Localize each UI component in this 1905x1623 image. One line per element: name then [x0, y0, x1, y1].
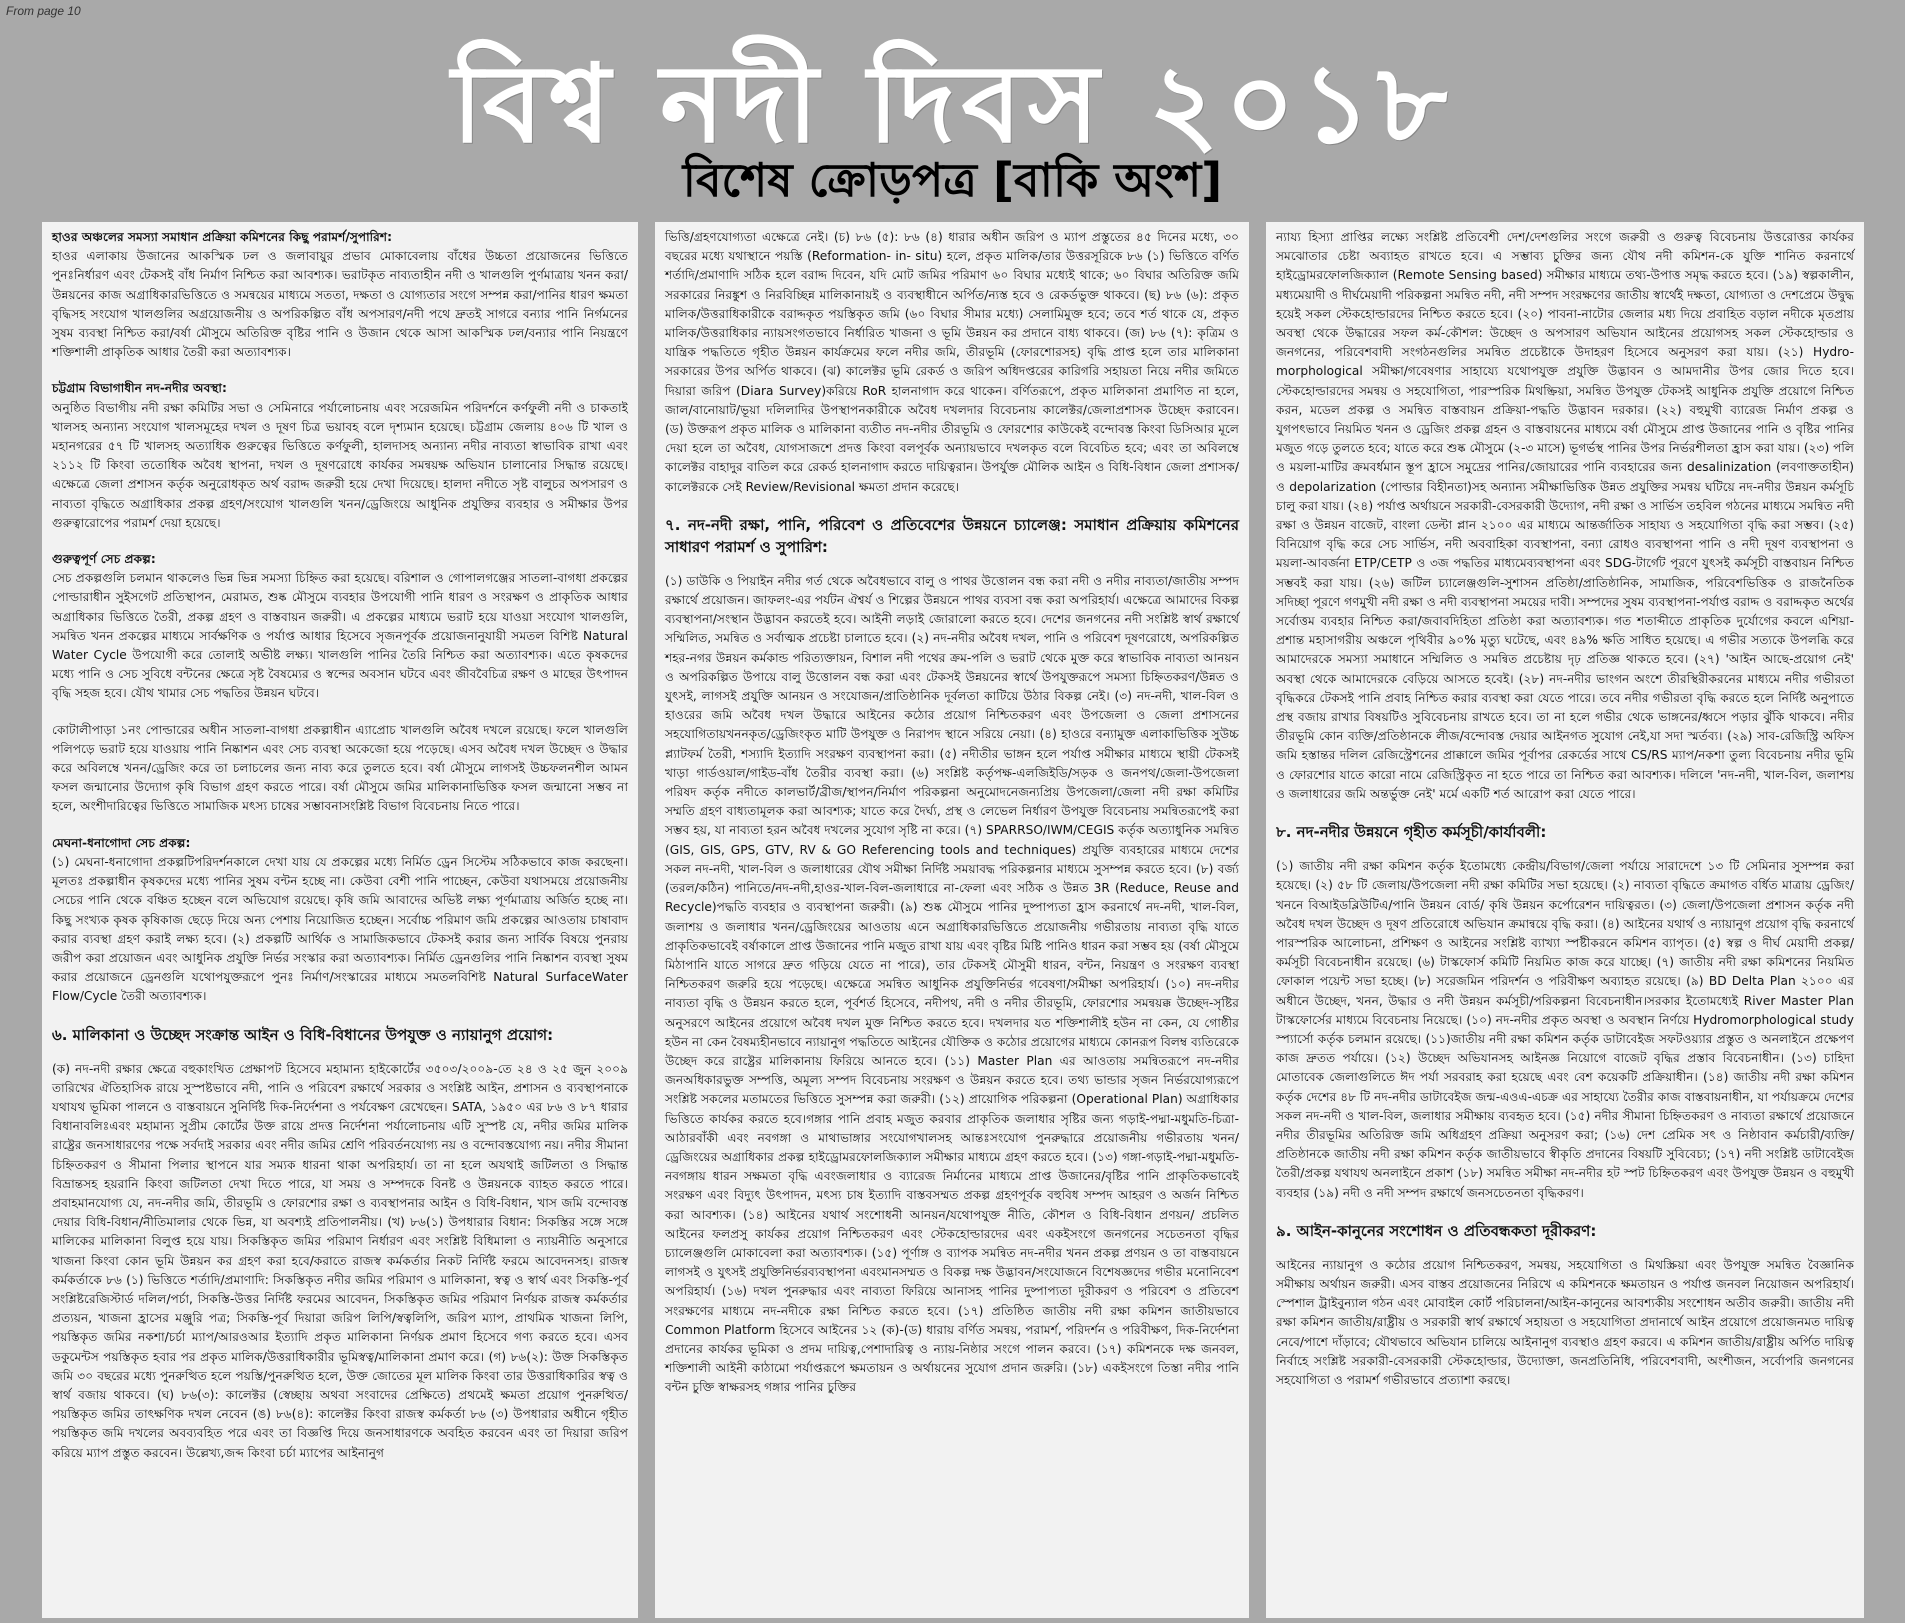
source-page-note: From page 10: [6, 4, 81, 18]
article-column-3: [1266, 222, 1864, 1618]
paragraph-heading: গুরুত্বপূর্ণ সেচ প্রকল্প:: [52, 552, 156, 567]
paragraph: [52, 834, 628, 1007]
paragraph-text: ভিত্তি/গ্রহণযোগ্যতা এক্ষেত্রে নেই। (চ) ৮৬ (৫): ৮৬ (৪) ধারার অধীন জরিপ ও ম্যাপ প্রস্তুতের ৪৫ দিনের মধ্যে, ৩০ বছরের মধ্যে যথাস্থানে পয়স্তি (Reformation- in- situ) হলে, প্রকৃত মালিক/তার উত্তরসূরিকে ৮৬ (১) ভিত্তিতে বর্ণিত শর্তাদি/প্রমাণাদি সঠিক হলে বরাদ্দ দিবেন, যদি মোট জমির পরিমাণ ৬০ বিঘার মধ্যেই থাকে; ৬০ বিঘার অতিরিক্ত জমি সরকারের নিরঙ্কুশ ও নিরবিচ্ছিন্ন মালিকানায়ই ও ব্যবস্থাধীনে অর্পিত/ন্যস্ত হবে ও রেকর্ডভুক্ত থাকবে। (ছ) ৮৬ (৬): প্রকৃত মালিক/উত্তরাধিকারীকে বরাদ্দকৃত পয়স্তিকৃত জমি (৬০ বিঘার সীমার মধ্যে) সেলামিমুক্ত হবে; তবে শর্ত থাকে যে, প্রকৃত মালিক/উত্তরাধিকার ন্যায়সংগতভাবে নির্ধারিত খাজনা ও ভূমি উন্নয়ন কর প্রদানে বাধ্য থাকবে। (জ) ৮৬ (৭): কৃত্রিম ও যান্ত্রিক পদ্ধতিতে গৃহীত উন্নয়ন কার্যক্রমের ফলে নদীর জমি, তীরভূমি (ফোরশোরসহ) বৃদ্ধি প্রাপ্ত হলে তার মালিকানা সরকারের উপর অর্পিত থাকবে। (ঝ) কালেক্টর ভূমি রেকর্ড ও জরিপ অধিদপ্তরের কারিগরি সহায়তা নিয়ে নদীর জমিতে দিয়ারা জরিপ (Diara Survey)করিয়ে RoR হালনাগাদ করে থাকেন। বর্ণিতরূপে, প্রকৃত মালিকানা প্রমাণিত না হলে, জাল/বানোয়াট/ভূয়া দলিলাদির উপস্থাপনকারীকে অবৈধ দখলদার বিবেচনায় কালেক্টর/জেলাপ্রশাসক উচ্ছেদ করাবেন। (ড) উক্তরূপ প্রকৃত মালিক ও মালিকানা ব্যতীত নদ-নদীর তীরভূমি ও ফোরশোর কাউকেই বন্দোবস্ত কিংবা ডিসিআর মূলে দেয়া হলে তা অবৈধ, যোগসাজশে প্রদত্ত কিংবা বলপূর্বক অন্যায়ভাবে দখলকৃত বলে বিবেচিত হবে; এবং তা অবিলম্বে কালেক্টর বাহাদুর বাতিল করে রেকর্ড হালনাগাদ করতে দায়িত্বরান। উপর্যুক্ত মৌলিক আইন ও বিধি-বিধান জেলা প্রশাসক/কালেক্টরকে সেই Review/Revisional ক্ষমতা প্রদান করেছে।: [665, 230, 1239, 494]
paragraph-text: (ক) নদ-নদী রক্ষার ক্ষেত্রে বহুকাংখিত প্রেক্ষাপট হিসেবে মহামান্য হাইকোর্টের ৩৫০৩/২০০৯-তে ২৪ ও ২৫ জুন ২০০৯ তারিখের ঐতিহাসিক রায়ে সুস্পষ্টভাবে নদী, পানি ও পরিবেশ রক্ষার্থে সরকার ও সংশ্লিষ্ট আইন, প্রশাসন ও ব্যবস্থাপনাকে যথাযথ ভূমিকা পালনে ও বাস্তবায়নে সুনির্দিষ্ট দিক-নির্দেশনা ও পর্যবেক্ষণ রেখেছেন। SATA, ১৯৫০ এর ৮৬ ও ৮৭ ধারার বিধানাবলিঃএবং মহামান্য সুপ্রীম কোর্টের উক্ত রায়ে প্রদত্ত নির্দেশনা পর্যালোচনায় এটি সুস্পষ্ট যে, নদীর জমির মালিক রাষ্ট্রের জনসাধারণের পক্ষে সর্বদাই সরকার এবং নদীর জমির শ্রেণি পরিবর্তনযোগ্য নয় ও বন্দোবস্তযোগ্য নয়। নদীর সীমানা চিহ্নিতকরণ ও সীমানা পিলার স্থাপনে যার সম্যক ধারনা থাকা অপরিহার্য। তা না হলে অযথাই জটিলতা ও সিদ্ধান্ত বিভ্রান্তসহ হয়রানি কিংবা জটিলতা দেখা দিতে পারে, যা সময় ও সম্পদকে বিনষ্ট ও উন্নয়নকে ব্যাহত করতে পারে। প্রবাহমানযোগ্য যে, নদ-নদীর জমি, তীরভূমি ও ফোরশোর রক্ষা ও ব্যবস্থাপনার আইন ও বিধি-বিধান, খাস জমি বন্দোবস্ত দেয়ার বিধি-বিধান/নীতিমালার থেকে ভিন্ন, যা অবশ্যই প্রতিপালনীয়। (খ) ৮৬(১) উপধারার বিধান: সিকস্তির সঙ্গে সঙ্গে মালিকের মালিকানা বিলুপ্ত হয়ে যায়। সিকস্তিকৃত জমির পরিমাণ নির্ধারণ এবং সংশ্লিষ্ট বিধিমালা ও ন্যায়নীতি অনুসারে খাজনা কিংবা কোন ভূমি উন্নয়ন কর গ্রহণ করা হবে/করাতে রাজস্ব কর্মকর্তার নিকট নির্দিষ্ট ফরমে আবেদনসহ। রাজস্ব কর্মকর্তাকে ৮৬ (১) ভিত্তিতে শর্তাদি/প্রমাণাদি: সিকস্তিকৃত নদীর জমির পরিমাণ ও মালিকানা, স্বত্ব ও স্বার্থ এবং সিকস্তি-পূর্ব সংশ্লিষ্টরেজিস্টার্ড দলিল/পর্চা, সিকস্তি-উত্তর নির্দিষ্ট ফরমের আবেদন, সিকস্তিকৃত জমির পরিমাণ নির্ণয়ক রাজস্ব কর্মকর্তার প্রত্যয়ন, খাজনা হ্রাসের মঞ্জুরি পত্র; সিকস্তি-পূর্ব দিয়ারা জরিপ লিপি/স্বত্বলিপি, জরিপ ম্যাপ, প্রাথমিক খাজনা লিপি, পয়স্তিকৃত জমির নকশা/চর্চা ম্যাপ/আরওআর ইত্যাদি প্রকৃত মালিকানা নির্ণয়ক প্রমাণ হিসেবে গণ্য করতে হবে। এসব ডকুমেন্টস পয়স্তিকৃত হবার পর প্রকৃত মালিক/উত্তরাধিকারীর ভূমিস্বত্ব/মালিকানা প্রমাণ করে। (গ) ৮৬(২): উক্ত সিকস্তিকৃত জমি ৩০ বছরের মধ্যে পুনরুত্থিত হলে পয়স্তি/পুনরুত্থিত হলে, উক্ত জোতের মূল মালিক কিংবা তার উত্তরাধিকারির স্বত্ব ও স্বার্থ বজায় থাকবে। (ঘ) ৮৬(৩): কালেক্টর (স্বেচ্ছায় অথবা সংবাদের প্রেক্ষিতে) প্রথমেই ক্ষমতা প্রয়োগ পুনরুত্থিত/পয়স্তিকৃত জমির তাৎক্ষণিক দখল নেবেন (ঙ) ৮৬(৪): কালেক্টর কিংবা রাজস্ব কর্মকর্তা ৮৬ (৩) উপধারার অধীনে গৃহীত পয়স্তিকৃত জমি দখলের অবব্যবহিত পরে এবং তা বিজ্ঞপ্তি দিয়ে জনসাধারণকে অবহিত করবেন এবং তা দিয়ারা জরিপ করিয়ে ম্যাপ প্রস্তুত করবেন। উল্লেখ্য,জব্দ কিংবা চর্চা ম্যাপের আইনানুগ: [52, 1061, 628, 1460]
section-heading-6: ৬. মালিকানা ও উচ্ছেদ সংক্রান্ত আইন ও বিধি-বিধানের উপযুক্ত ও ন্যায়ানুগ প্রয়োগ:: [52, 1025, 554, 1044]
article-column-1: [42, 222, 638, 1618]
paragraph-text: হাওর এলাকায় উজানের আকস্মিক ঢল ও জলাবায়ুর প্রভাব মোকাবেলায় বাঁধের উচ্চতা প্রয়োজনের ভিত্তিতে পুনঃনির্ধারণ এবং টেকসই বাঁধ নির্মাণ নিশ্চিত করা আবশ্যক। ভরাটকৃত নাব্যতাহীন নদী ও খালগুলি পুর্ণমাত্রায় খনন করা/উন্নয়নের কাজ অগ্রাধিকারভিত্তিতে ও সমন্বয়ের মাধ্যমে সততা, দক্ষতা ও যোগ্যতার সংগে সম্পন্ন করা/পানির ধারণ ক্ষমতা বৃদ্ধিসহ সংযোগ খালগুলির অগ্রয়োজনীয় ও অপরিকল্পিত বাঁধ অপসারণ/নদী পথে দ্রুতই সাগরে বন্যার পানি নির্গমনের সুষম ব্যবস্থা নিশ্চিত করা/বর্ষা মৌসুমে অতিরিক্ত বৃষ্টির পানি ও উজান থেকে আসা আকস্মিক ঢল/বন্যার পানি নিয়ন্ত্রণে শক্তিশালী প্রাকৃতিক আধার তৈরী করা অত্যাবশ্যক।: [52, 249, 628, 360]
section-heading-7: ৭. নদ-নদী রক্ষা, পানি, পরিবেশ ও প্রতিবেশের উন্নয়নে চ্যালেঞ্জ: সমাধান প্রক্রিয়ায় কমিশনের সাধারণ পরামর্শ ও সুপারিশ:: [665, 515, 1239, 556]
paragraph: [665, 572, 1239, 1398]
paragraph-text: (১) ডাউকি ও পিয়াইন নদীর গর্ত থেকে অবৈধভাবে বালু ও পাথর উত্তোলন বন্ধ করা নদী ও নদীর নাব্যতা/জাতীয় সম্পদ রক্ষার্থে প্রয়োজন। জাফলং-এর পর্যটন ঐশ্বর্য ও শিল্পের উন্নয়নে পাথর ব্যবসা বন্ধ করা অপরিহার্য। এক্ষেত্রে আমাদের বিকল্প ব্যবস্থাপনা/সংস্থান উদ্ভাবন করতেই হবে। আইনী লড়াই জোরালো করতে হবে। দেশের জনগনের নদী সংশ্লিষ্ট স্বার্থ রক্ষার্থে সম্মিলিত, সমন্বিত ও সর্বাত্মক প্রচেষ্টা চালাতে হবে। (২) নদ-নদীর অবৈধ দখল, পানি ও পরিবেশ দূষণরোধে, অপরিকল্পিত শহর-নগর উন্নয়ন কর্মকান্ড পরিত্যক্তায়ন, বিশাল নদী পথের ক্রম-পলি ও ভরাট থেকে মুক্ত করে স্বাভাবিক নাব্যতা আনয়ন ও অপরিকল্পিত উপায়ে বালু উত্তোলন বন্ধ করা এবং টেকসই উন্নয়নের স্বার্থে উপযুক্তরূপে সমস্যা চিহ্নিতকরণ/উন্নত ও যুৎসই, লাগসই প্রযুক্তি আনয়ন ও সংযোজন/প্রাতিষ্ঠানিক দূর্বলতা কাটিয়ে উঠার বিকল্প নেই। (৩) নদ-নদী, খাল-বিল ও হাওরের জমি অবৈধ দখল উদ্ধারে আইনের কঠোর প্রয়োগ নিশ্চিতকরণ এবং উপজেলা ও জেলা প্রশাসনের সহযোগিতায়খননকৃত/ড্রেজিংকৃত মাটি উপযুক্ত ও নিরাপদ স্থানে সরিয়ে নেয়া। (৪) হাওরে বন্যামুক্ত এলাকাভিত্তিক সুউচ্চ প্ল্যাটফর্ম তৈরী, শস্যাদি ইত্যাদি সংরক্ষণ ব্যবস্থাপনা করা। (৫) নদীতীর ভাঙ্গন হলে পর্যাপ্ত সমীক্ষার মাধ্যমে স্থায়ী টেকসই খাড়া গার্ডওয়াল/গাইড-বাঁধ তৈরীর ব্যবস্থা করা। (৬) সংশ্লিষ্ট কর্তৃপক্ষ-এলজিইডি/সড়ক ও জনপথ/জেলা-উপজেলা পরিষদ কর্তৃক নদীতে কালভার্ট/ব্রীজ/স্থাপন/নির্মাণ পরিকল্পনা অনুমোদনেজন্যপ্রিয় উপজেলা/জেলা নদী রক্ষা কমিটির সম্মতি গ্রহণ বাধ্যতামূলক করা আবশ্যক; যাতে করে দৈর্ঘ্য, প্রস্থ ও লেভেল নির্ধারণ উপযুক্ত বিবেচনায় সমন্বিতরূপেই করা সম্ভব হয়, যা নাব্যতা হরন অবৈধ দখলের সুযোগ সৃষ্টি না করে। (৭) SPARRSO/IWM/CEGIS কর্তৃক অত্যাধুনিক সমন্বিত (GIS, GIS, GPS, GTV, RV & GO Referencing tools and techniques) প্রযুক্তি ব্যবহারের মাধ্যমে দেশের সকল নদ-নদী, খাল-বিল ও জলাধারের যৌথ সমীক্ষা নির্দিষ্ট সময়াবদ্ধ পরিকল্পনার মাধ্যমে সুসম্পন্ন করতে হবে। (৮) বর্জ্য (তরল/কঠিন) পানিতে/নদ-নদী,হাওর-খাল-বিল-জলাধারে না-ফেলা এবং সঠিক ও উন্নত 3R (Reduce, Reuse and Recycle)পদ্ধতি ব্যবহার ও ব্যবস্থাপনা জরুরী। (৯) শুষ্ক মৌসুমে পানির দুষ্পাপ্যতা হ্রাস করনার্থে নদ-নদী, খাল-বিল, জলাশয় ও জলাধার খনন/ড্রেজিংয়ের আওতায় এনে অগ্রাধিকারভিত্তিতে প্রয়োজনীয় গভীরতায় নাব্যতা বৃদ্ধি যাতে প্রাকৃতিকভাবেই বর্ষাকালে প্রাপ্ত উজানের পানি মজুত রাখা যায় এবং বৃষ্টির মিষ্টি পানিও ধারন করা সম্ভব হয় (বর্ষা মৌসুমে মিঠাপানি যাতে সাগরে দ্রুত গড়িয়ে যেতে না পারে), তার টেকসই মৌসুমী ধারন, বন্টন, নিয়ন্ত্রণ ও সংরক্ষণ ব্যবস্থা নিশ্চিতকরণ জরুরি হয়ে পড়েছে। এক্ষেত্রে সমন্বিত আধুনিক প্রযুক্তিনির্ভর গবেষণা/সমীক্ষা অপরিহার্য। (১০) নদ-নদীর নাব্যতা বৃদ্ধি ও উন্নয়ন করতে হলে, পূর্বশর্ত হিসেবে, নদীপথ, নদী ও নদীর তীরভূমি, ফোরশোর সমন্বয়ক্ক উচ্ছেদ-সৃষ্টির অনুসরণে আইনের প্রয়োগে অবৈধ দখল মুক্ত নিশ্চিত করতে হবে। দখলদার যত শক্তিশালীই হউন না কেন, যে গোষ্ঠীর হউন না কেন বৈষম্যহীনভাবে ন্যায়ানুগ পদ্ধতিতে আইনের যৌক্তিক ও কঠোর প্রয়োগের মাধ্যমে কোনরূপ বিলম্ব ব্যতিরেকে উচ্ছেদ করে রাষ্ট্রের মালিকানায় ফিরিয়ে আনতে হবে। (১১) Master Plan এর আওতায় সমন্বিতরূপে নদ-নদীর জনঅধিকারভুক্ত সম্পত্তি, অমূল্য সম্পদ বিবেচনায় সংরক্ষণ ও উন্নয়ন করতে হবে। তথ্য ভান্ডার সৃজন নির্ভরযোগ্যরূপে সংশ্লিষ্ট সকলের মতামতের ভিত্তিতে সুসম্পন্ন করা জরুরী। (১২) প্রায়োগিক পরিকল্পনা (Operational Plan) অগ্রাধিকার ভিত্তিতে কার্যকর করতে হবে।গঙ্গার পানি প্রবাহ মজুত করবার প্রাকৃতিক জলাধার সৃষ্টির জন্য গড়াই-পদ্মা-মধুমতি-চিত্রা-আঠারবাঁকী এবং নবগঙ্গা ও মাথাভাঙ্গার সংযোগখালসহ আন্তঃসংযোগ পুনরুদ্ধারে প্রয়োজনীয় গভীরতায় খনন/ড্রেজিংয়ের অগ্রাধিকার প্রকল্প হাইড্রোমরফোলজিক্যাল সমীক্ষার মাধ্যমে গ্রহণ করতে হবে। (১৩) গঙ্গা-গড়াই-পদ্মা-মধুমতি-নবগঙ্গায় ধারন সক্ষমতা বৃদ্ধি এবংজলাধার ও ব্যারেজ নির্মানের মাধ্যমে প্রাপ্ত উজানের/বৃষ্টির পানি প্রাকৃতিকভাবেই সংরক্ষণ এবং বিদ্যুৎ উৎপাদন, মৎস্য চাষ ইত্যাদি বাস্তবসম্মত প্রকল্প গ্রহণপূর্বক বহুবিধ সম্পদ আহরণ ও অর্জন নিশ্চিত করা আবশ্যক। (১৪) আইনের যথার্থ সংশোধনী আনয়ন/যথোপযুক্ত নীতি, কৌশল ও বিধি-বিধান প্রণয়ন/ প্রচলিত আইনের ফলপ্রসু কার্যকর প্রয়োগ নিশ্চিতকরণ এবং স্টেকহোল্ডারদের এবং একইসংগে জনগনের সচেতনতা বৃদ্ধির চ্যালেঞ্জগুলি মোকাবেলা করা অত্যাবশ্যক। (১৫) পূর্ণাঙ্গ ও ব্যাপক সমন্বিত নদ-নদীর খনন প্রকল্প প্রণয়ন ও তা বাস্তবায়নে লাগসই ও যুৎসই প্রযুক্তিনির্ভরব্যবস্থাপনা এবংমানসম্মত ও বিকল্প দক্ষ উদ্ভাবন/সংযোজনে বিশেষজ্ঞদের গভীর মনোনিবেশ অপরিহার্য। (১৬) দখল পুনরুদ্ধার এবং নাব্যতা ফিরিয়ে আনাসহ পানির দুষ্পাপ্যতা দূরীকরণ ও পরিবেশ ও প্রতিবেশ সংরক্ষণের মাধ্যমে নদ-নদীকে রক্ষা নিশ্চিত করতে হবে। (১৭) প্রতিষ্ঠিত জাতীয় নদী রক্ষা কমিশন জাতীয়ভাবে Common Platform হিসেবে আইনের ১২ (ক)-(ড) ধারায় বর্ণিত সমন্বয়, পরামর্শ, পরিদর্শন ও পরিবীক্ষণ, দিক-নির্দেশনা প্রদানের কার্যকর ভূমিকা ও প্রদম দায়িত্ব,পেশাদারিত্ব ও ন্যায়-নিষ্ঠার সংগে পালন করবে। (১৭) কমিশনকে দক্ষ জনবল, শক্তিশালী আইনী কাঠামো পর্যাপ্তরূপে ক্ষমতায়ন ও অর্থায়নের সুযোগ প্রদান জরুরি। (১৮) একইসংগে তিস্তা নদীর পানি বন্টন চুক্তি স্বাক্ষরসহ গঙ্গার পানির চুক্তির: [665, 573, 1239, 1395]
paragraph-heading: হাওর অঞ্চলের সমস্যা সমাধান প্রক্রিয়া কমিশনের কিছু পরামর্শ/সুপারিশ:: [52, 230, 392, 244]
supplement-subtitle: বিশেষ ক্রোড়পত্র [বাকি অংশ]: [682, 153, 1223, 207]
paragraph: [1276, 857, 1854, 1203]
section-heading-9: ৯. আইন-কানুনের সংশোধন ও প্রতিবন্ধকতা দূরীকরণ:: [1276, 1221, 1597, 1240]
paragraph-text: কোটালীপাড়া ১নং পোল্ডারের অধীন সাতলা-বাগধা প্রকল্পাধীন এ্যাপ্রোচ খালগুলি অবৈধ দখলে রয়েছে। ফলে খালগুলি পলিপড়ে ভরাট হয়ে যাওয়ায় পানি নিষ্কাশন এবং সেচ ব্যবস্থা অকেজো হয়ে পড়েছে। এসব অবৈধ দখল উচ্ছেদ ও উদ্ধার করে অবিলম্বে খনন/ড্রেজিং করে তা চলাচলের জন্য নাব্য করে তুলতে হবে। বর্ষা মৌসুমে লাগসই উচ্চফলনশীল আমন ফসল জন্মানোর উদ্যোগ কৃষি বিভাগ গ্রহণ করতে পারে। বর্ষা মৌসুমে জমির মালিকানাভিত্তিক ফসল জন্মানো সম্ভব না হলে, অংশীদারিত্বের ভিত্তিতে সামাজিক মৎস্য চাষের সম্ভাবনাসংশ্লিষ্ট বিভাগ বিবেচনায় নিতে পারে।: [52, 722, 628, 814]
paragraph: [1276, 1256, 1854, 1390]
section-heading-8: ৮. নদ-নদীর উন্নয়নে গৃহীত কর্মসূচী/কার্যাবলী:: [1276, 823, 1547, 842]
paragraph-text: আইনের ন্যায়ানুগ ও কঠোর প্রয়োগ নিশ্চিতকরণ, সমন্বয়, সহযোগিতা ও মিথস্ক্রিয়া এবং উপযুক্ত সমন্বিত বৈজ্ঞানিক সমীক্ষায় অর্থায়ন জরুরী। এসব বাস্তব প্রয়োজনের নিরিখে এ কমিশনকে ক্ষমতায়ন ও পর্যাপ্ত জনবল নিয়োজন অপরিহার্য। স্পেশাল ট্রাইবুন্যাল গঠন এবং মোবাইল কোর্ট পরিচালনা/আইন-কানুনের আবশ্যকীয় সংশোধন অতীব জরুরী। জাতীয় নদী রক্ষা কমিশন জাতীয়/রাষ্ট্রীয় ও সরকারী স্বার্থ রক্ষার্থে সহায়তা ও সহযোগিতা প্রদানার্থে আইন প্রয়োগে প্রয়োজনমত দায়িত্ব নেবে/পাশে দাঁড়াবে; যৌথভাবে অভিযান চালিয়ে আইনানুগ ব্যবস্থাও গ্রহণ করবে। এ কমিশন জাতীয়/রাষ্ট্রীয় অর্পিত দায়িত্ব নির্বাহে সংশ্লিষ্ট সরকারী-বেসরকারী স্টেকহোল্ডার, উদ্যোক্তা, জনপ্রতিনিধি, পরিবেশবাদী, অংশীজন, সর্বোপরি জনগনের সহযোগিতা ও পরামর্শ গভীরভাবে প্রত্যাশা করছে।: [1276, 1257, 1854, 1387]
paragraph-text: (১) মেঘনা-ধনাগোদা প্রকল্পটিপরিদর্শনকালে দেখা যায় যে প্রকল্পের মধ্যে নির্মিত ড্রেন সিস্টেম সঠিকভাবে কাজ করছেনা। মূলতঃ প্রকল্পাধীন কৃষকদের মধ্যে পানির সুষম বন্টন হচ্ছে না। কেউবা বেশী পানি পাচ্ছেন, কেউবা যথাসময়ে প্রয়োজনীয় সেচের পানি থেকে বঞ্চিত হচ্ছেন বলে অভিযোগ রয়েছে। কৃষি জমি আবাদের অভিষ্ট লক্ষ্য পূর্ণমাত্রায় অর্জিত হচ্ছে না। কিছু সংখ্যক কৃষক কৃষিকাজ ছেড়ে দিয়ে অন্য পেশায় নিয়োজিত হচ্ছেন। সর্বোচ্চ পরিমাণ জমি প্রকল্পের আওতায় চাষাবাদ করার ব্যবস্থা গ্রহণ করাই লক্ষ্য হবে। (২) প্রকল্পটি আর্থিক ও সামাজিকভাবে টেকসই করার জন্য সার্বিক বিষয়ে পুনরায় জরীপ করা প্রয়োজন এবং আধুনিক প্রযুক্তি নির্ভর সংস্কার করা অত্যাবশ্যক। নির্মিত ড্রেনগুলির পানি নিষ্কাশন ব্যবস্থা সুষম করার প্রয়োজনে ড্রেনগুলি যথোপযুক্তরূপে পুনঃ নির্মাণ/সংস্কারের মাধ্যমে সমতলবিশিষ্ট Natural SurfaceWater Flow/Cycle তৈরী অত্যাবশ্যক।: [52, 854, 628, 1004]
paragraph-text: (১) জাতীয় নদী রক্ষা কমিশন কর্তৃক ইতোমধ্যে কেন্দ্রীয়/বিভাগ/জেলা পর্যায়ে সারাদেশে ১৩ টি সেমিনার সুসম্পন্ন করা হয়েছে। (২) ৫৮ টি জেলায়/উপজেলা নদী রক্ষা কমিটির সভা হয়েছে। (২) নাব্যতা বৃদ্ধিতে ক্রমাগত বর্ধিত মাত্রায় ড্রেজিং/খননে বিআইডব্লিউটিএ/পানি উন্নয়ন বোর্ড/ কৃষি উন্নয়ন কর্পোরেশন দায়িত্বরত। (৩) জেলা/উপজেলা প্রশাসন কর্তৃক নদী অবৈধ দখল উচ্ছেদ ও দূষণ প্রতিরোধে অভিযান ক্রমান্বয়ে বৃদ্ধি করা। (৪) আইনের যথার্থ ও ন্যায়ানুগ প্রয়োগ বৃদ্ধি করনার্থে পারস্পরিক আলোচনা, প্রশিক্ষণ ও আইনের সংশ্লিষ্ট ব্যাখ্যা স্পষ্টীকরনে কমিশন ব্যাপৃত। (৫) স্বল্প ও দীর্ঘ মেয়াদী প্রকল্প/কর্মসূচী বিবেচনাধীন রয়েছে। (৬) টাস্কফোর্স কমিটি নিয়মিত কাজ করে যাচ্ছে। (৭) জাতীয় নদী রক্ষা কমিশনের নিয়মিত ফোকাল পয়েন্ট সভা হচ্ছে। (৮) সরেজমিন পরিদর্শন ও পরিবীক্ষণ অব্যাহত রয়েছে। (৯) BD Delta Plan ২১০০ এর অধীনে উচ্ছেদ, খনন, উদ্ধার ও নদী উন্নয়ন কর্মসূচী/পরিকল্পনা বিবেচনাধীন।সরকার ইতোমধ্যেই River Master Plan টাস্কফোর্সের মাধ্যমে বিবেচনায় নিয়েছে। (১০) নদ-নদীর প্রকৃত অবস্থা ও অবস্থান নির্ণয়ে Hydromorphological study স্প্যার্সো কর্তৃক চলমান রয়েছে। (১১)জাতীয় নদী রক্ষা কমিশন কর্তৃক ডাটাবেইজ সফটওয়্যার প্রস্তুত ও অনলাইনে প্রক্ষেপণ কাজ দ্রুতত পর্যায়ে। (১২) উচ্ছেদ অভিযানসহ আইনজ্ঞ নিয়োগে বাজেট বৃদ্ধির প্রস্তাব বিবেচনাধীন। (১৩) চাহিদা মোতাবেক জেলাগুলিতে ঈদ পর্যা সরবরাহ করা হয়েছে এবং বেশ কয়েকটি প্রক্রিয়াধীন। (১৪) জাতীয় নদী রক্ষা কমিশন কর্তৃক দেশের ৪৮ টি নদ-নদীর ডাটাবেইজ জন্ম-এওএ-এচক্র এর সাহায্যে তৈরীর কাজ বাস্তবায়নাধীন, যা পর্যায়ক্রমে দেশের সকল নদ-নদী ও খাল-বিল, জলাধার সমীক্ষায় ব্যবহৃত হবে। (১৫) নদীর সীমানা চিহ্নিতকরণ ও নাব্যতা রক্ষার্থে প্রয়োজনে নদীর তীরভূমির অতিরিক্ত জমি অধিগ্রহণ প্রক্রিয়া অনুসরণ করা; (১৬) দেশ প্রেমিক সৎ ও নিষ্ঠাবান কর্মচারী/ব্যক্তি/প্রতিষ্ঠানকে জাতীয় নদী রক্ষা কমিশন কর্তৃক জাতীয়ভাবে স্বীকৃতি প্রদানের বিষয়টি সুবিবেচ্য; (১৭) নদী সংশ্লিষ্ট ডাটাবেইজ তৈরী/প্রকল্প যথাযথ অনলাইনে প্রকাশ (১৮) সমন্বিত সমীক্ষা নদ-নদীর হট স্পট চিহ্নিতকরণ এবং উপযুক্ত উন্নয়ন ও বহুমুখী ব্যবহার (১৯) নদী ও নদী সম্পদ রক্ষার্থে জনসচেতনতা বৃদ্ধিকরণ।: [1276, 859, 1854, 1200]
paragraph: [665, 228, 1239, 497]
paragraph-heading: চট্টগ্রাম বিভাগাধীন নদ-নদীর অবস্থা:: [52, 381, 227, 396]
paragraph: [52, 550, 628, 704]
paragraph: [52, 228, 628, 362]
paragraph: [1276, 228, 1854, 804]
paragraph-text: সেচ প্রকল্পগুলি চলমান থাকলেও ভিন্ন ভিন্ন সমস্যা চিহ্নিত করা হয়েছে। বরিশাল ও গোপালগঞ্জের সাতলা-বাগধা প্রকল্পের পোল্ডারাধীন সুইসগেট প্রতিস্থাপন, মেরামত, শুষ্ক মৌসুমে ব্যবহার উপযোগী পানি ধারণ ও সংরক্ষণ ও প্রাকৃতিক আধার অগ্রাধিকার ভিত্তিতে তৈরী, প্রকল্প গ্রহণ ও বাস্তবায়ন জরুরী। এ প্রকল্পের মাধ্যমে ভরাট হয়ে যাওয়া সংযোগ খালগুলি, সমন্বিত খনন প্রকল্পের মাধ্যমে সার্বক্ষণিক ও পর্যাপ্ত আধার হিসেবে সৃজনপূর্বক প্রয়োজনানুযায়ী সমতল বিশিষ্ট Natural Water Cycle উপযোগী করে তোলাই অভীষ্ট লক্ষ্য। খালগুলি পানির তৈরি নিশ্চিত করা অত্যাবশ্যক। এতে কৃষকদের মধ্যে পানি ও সেচ সুবিধে বন্টনের ক্ষেত্রে সৃষ্ট বৈষম্যের ও স্বন্দের অবসান ঘটবে এবং জীববৈচিত্র রক্ষণ ও মাছের উৎপাদন বৃদ্ধি সহজ হবে। যৌথ খামার সেচ পদ্ধতির উন্নয়ন ঘটবে।: [52, 571, 628, 701]
paragraph: [52, 1060, 628, 1463]
paragraph-heading: মেঘনা-ধনাগোদা সেচ প্রকল্প:: [52, 835, 191, 850]
paragraph: [52, 721, 628, 817]
supplement-title: বিশ্ব নদী দিবস ২০১৮: [451, 42, 1454, 167]
paragraph: [52, 379, 628, 533]
article-column-2: [655, 222, 1249, 1618]
paragraph-text: অনুষ্ঠিত বিভাগীয় নদী রক্ষা কমিটির সভা ও সেমিনারে পর্যালোচনায় এবং সরেজমিন পরিদর্শনে কর্ণফুলী নদী ও চাকতাই খালসহ অন্যান্য সংযোগ খালসমূহের দখল ও দূষণ চিত্র ভয়াবহ বলে দৃশ্যমান হয়েছে। চট্টগ্রাম জেলায় ৪০৬ টি খাল ও মহানগরের ৫৭ টি খালসহ অত্যাধিক গুরুত্বের ভিত্তিতে কর্ণফুলী, হালদাসহ অন্যান্য নদীর নাব্যতা স্বাভাবিক রাখা এবং ২১১২ টি কিংবা ততোধিক অবৈধ স্থাপনা, দখল ও দূষণরোধে কার্যকর সমন্বয়ক্ষ অভিযান চালানোর সিদ্ধান্ত রয়েছে। এক্ষেত্রে জেলা প্রশাসন কর্তৃক অনুরোধকৃত অর্থ বরাদ্দ জরুরী হয়ে দেখা দিয়েছে। হালদা নদীতে সৃষ্ট বালুচর অপসারণ ও নাব্যতা বৃদ্ধিতে অগ্রাধিকার প্রকল্প গ্রহণ/সংযোগ খালগুলি খনন/ড্রেজিংয়ে আধুনিক প্রযুক্তির ব্যবহার ও সমীক্ষার উপর গুরুত্বারোপের পরামর্শ দেয়া হয়েছে।: [52, 400, 628, 530]
paragraph-text: ন্যায্য হিস্যা প্রাপ্তির লক্ষ্যে সংশ্লিষ্ট প্রতিবেশী দেশ/দেশগুলির সংগে জরুরী ও গুরুত্ব বিবেচনায় উত্তরোত্তর কার্যকর সমঝোতার চেষ্টা অব্যাহত রাখতে হবে। এ সম্ভাব্য চুক্তির জন্য যৌথ নদী কমিশন-কে যুক্তি শানিত করনার্থে হাইড্রোমরফোলজিক্যাল (Remote Sensing based) সমীক্ষার মাধ্যমে তথ্য-উপাত্ত সমৃদ্ধ করতে হবে। (১৯) স্বল্পকালীন, মধ্যমেয়াদী ও দীর্ঘমেয়াদী পরিকল্পনা সমন্বিত নদী, নদী সম্পদ সংরক্ষণের জাতীয় স্বার্থেই দক্ষতা, যোগ্যতা ও দেশপ্রেমে উদ্বুদ্ধ হয়েই সকল স্টেকহোল্ডারদের নিশ্চিত করতে হবে। (২০) পাবনা-নাটোর জেলার মধ্য দিয়ে প্রবাহিত বড়াল নদীকে মৃতপ্রায় অবস্থা থেকে উদ্ধারের সফল কর্ম-কৌশল: উচ্ছেদ ও অপসারণ অভিযান আইনের প্রয়োগসহ সকল স্টেকহোল্ডার ও জনগনের, পরিবেশবাদী সংগঠনগুলির সমন্বিত প্রচেষ্টাকে উদাহরণ হিসেবে অনুসরণ করা যায়। (২১) Hydro-morphological সমীক্ষা/গবেষণার সাহায্যে যথোপযুক্ত প্রযুক্তি উদ্ভাবন ও আমদানীর উপর জোর দিতে হবে। স্টেকহোল্ডারদের সমন্বয় ও সহযোগিতা, পারস্পরিক মিথষ্ক্রিয়া, সমন্বিত উপযুক্ত টেকসই আধুনিক প্রযুক্তি প্রয়োগে নিশ্চিত করন, মডেল প্রকল্প ও সমন্বিত বাস্তবায়ন প্রক্রিয়া-পদ্ধতি উদ্ভাবন দরকার। (২২) বহুমুখী ব্যারেজ নির্মাণ প্রকল্প ও যুগপৎভাবে নিয়মিত খনন ও ড্রেজিং প্রকল্প গ্রহন ও বাস্তবায়নের মাধ্যমে বর্ষা মৌসুমে প্রাপ্ত উজানের পানি ও বৃষ্টির পানির মজুত গড়ে তুলতে হবে; যাতে করে শুষ্ক মৌসুমে (২-৩ মাসে) ভূগর্ভস্থ পানির উপর নির্ভরশীলতা হ্রাস করা যায়। (২৩) পলি ও ময়লা-মাটির ক্রমবর্ধমান স্তূপ হ্রাসে সমুদ্রের পানির/জোয়ারের পানি ব্যবহারের জন্য desalinization (লবণাক্ততাহীন) ও depolarization (পোল্ডার বিহীনতা)সহ অন্যান্য সমীক্ষাভিত্তিক উন্নত প্রযুক্তির সমন্বয় ঘটিয়ে নদ-নদীর উন্নয়ন কর্মসূচি চালু করা যায়। (২৪) পর্যাপ্ত অর্থায়নে সরকারী-বেসরকারী উদ্যোগ, নদী রক্ষা ও সার্ভিস তহবিল গঠনের মাধ্যমে সমন্বিত নদী রক্ষা ও উন্নয়ন বাজেট, বাংলা ডেল্টা প্লান ২১০০ এর মাধ্যমে আন্তর্জাতিক সাহায্য ও সহযোগিতা বৃদ্ধি করা সম্ভব। (২৫) বিনিয়োগ বৃদ্ধি করে সেচ সার্ভিস, নদী অববাহিকা ব্যবস্থাপনা, বন্যা রোধও ব্যবস্থাপনা পানি ও নদী দূষণ ব্যবস্থাপনা ও ময়লা-আবর্জনা ETP/CETP ও ৩জ পদ্ধতির মাধ্যমেব্যবস্থাপনা এবং SDG-টার্গেট পূরণে যুৎসই কর্মসূচী বাস্তবায়ন নিশ্চিত সম্ভবই করা যায়। (২৬) জটিল চ্যালেঞ্জগুলি-সুশাসন প্রতিষ্ঠা/প্রাতিষ্ঠানিক, সামাজিক, পরিবেশভিত্তিক ও রাজনৈতিক সদিচ্ছা পূরণে গণমুখী নদী রক্ষা ও নদী ব্যবস্থাপনা সময়ের দাবী। সম্পদের সুষম ব্যবস্থাপনা-পর্যাপ্ত বরাদ্দ ও বরাদ্দকৃত অর্থের সর্বোত্তম ব্যবহার নিশ্চিত করা/জবাবদিহিতা প্রতিষ্ঠা করা অত্যাবশ্যক। গত শতাব্দীতে প্রাকৃতিক দুর্যোগের কবলে এশিয়া-প্রশান্ত মহাসাগরীয় অঞ্চলে পৃথিবীর ৯০% মৃত্যু ঘটেছে, এবং ৪৯% ক্ষতি সাধিত হয়েছে। এ গভীর সত্যকে উপলব্ধি করে আমাদেরকে সমস্যা সমাধানে সম্মিলিত ও সমন্বিত প্রচেষ্টায় দৃঢ় প্রতিজ্ঞ থাকতে হবে। (২৭) 'আইন আছে-প্রয়োগ নেই' অবস্থা থেকে আমাদেরকে বেড়িয়ে আসতে হবেই। (২৮) নদ-নদীর ভাংগন অংশে তীরস্থিরীকরনের মাধ্যমে নদীর গভীরতা বৃদ্ধিকরে টেকসই পানি প্রবাহ নিশ্চিত করার ব্যবস্থা করা যেতে পারে। তবে নদীর গভীরতা বৃদ্ধি করতে হলে নির্দিষ্ট অনুপাতে প্রস্থ বজায় রাখার বিষয়টিও সুবিবেচনায় রাখতে হবে। তা না হলে গভীর থেকে ভাঙ্গনের/ধ্বসে পড়ার ঝুঁকি থাকবে। নদীর তীরভূমি কোন ব্যক্তি/প্রতিষ্ঠানকে লীজ/বন্দোবস্ত দেয়ার আইনগত সুযোগ নেই,যা সদা স্মর্তব্য। (২৯) সাব-রেজিস্ট্রি অফিস জমি হস্তান্তর দলিল রেজিস্ট্রেশনের প্রাক্কালে জমির পূর্বাপর রেকর্ডের সাথে CS/RS ম্যাপ/নকশা তুল্য বিবেচনায় নদীর ভূমি ও ফোরশোর যাতে কারো নামে রেজিস্ট্রিকৃত না হতে পারে তা নিশ্চিত করা আবশ্যক। দলিলে 'নদ-নদী, খাল-বিল, জলাশয় ও জলাধারের জমি অন্তর্ভুক্ত নেই' মর্মে একটি শর্ত আরোপ করা যেতে পারে।: [1276, 230, 1854, 801]
